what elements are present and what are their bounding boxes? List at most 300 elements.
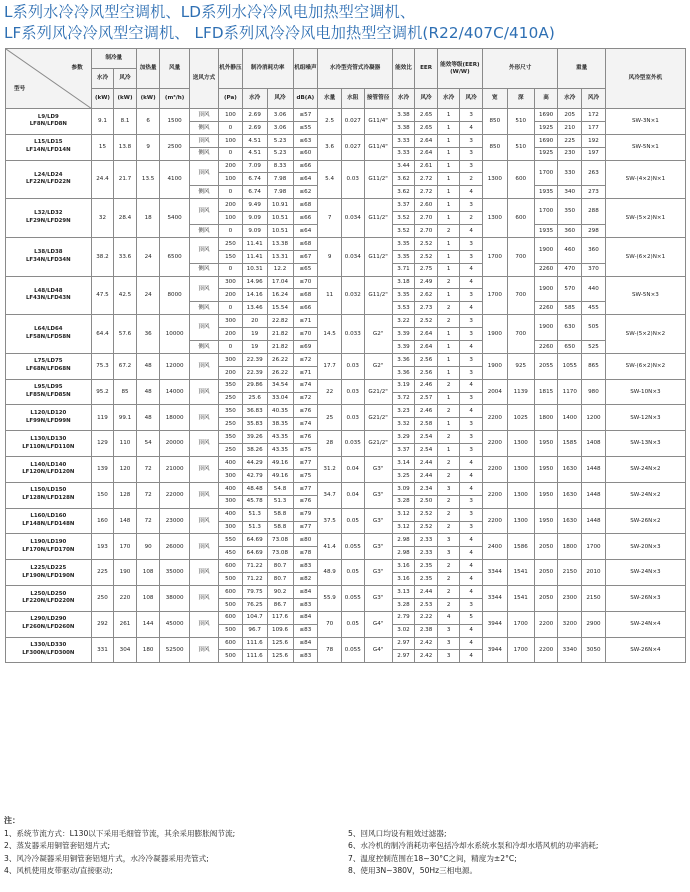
model-air: LF85N/LFD85N: [25, 392, 71, 399]
width-cell: 1300: [482, 199, 507, 238]
cop-water-cell: 3.09: [392, 482, 415, 495]
static-pressure-cell: 0: [219, 263, 243, 276]
table-row: [6, 457, 686, 470]
grade-water-cell: 2: [437, 573, 460, 586]
outdoor-unit-cell: SW-12N×3: [605, 405, 685, 431]
static-pressure-cell: 600: [219, 611, 243, 624]
weight-air-cell: 1700: [582, 534, 606, 560]
power-water-cell: 35.83: [242, 418, 267, 431]
eer-air-cell: 2.60: [415, 199, 438, 212]
model-water: L150/LD150: [30, 487, 67, 494]
power-water-cell: 71.22: [242, 573, 267, 586]
height-cell: 1950: [534, 508, 558, 534]
height-cell: 2260: [534, 263, 558, 276]
static-pressure-cell: 300: [219, 469, 243, 482]
grade-water-cell: 3: [437, 650, 460, 663]
pipe-size-cell: G21/2": [364, 431, 392, 457]
height-cell: 2050: [534, 585, 558, 611]
power-air-cell: 54.8: [267, 482, 293, 495]
power-water-cell: 14.16: [242, 289, 267, 302]
depth-cell: 700: [507, 276, 534, 315]
power-air-cell: 49.16: [267, 469, 293, 482]
airflow-cell: 18000: [160, 405, 189, 431]
power-water-cell: 11.41: [242, 237, 267, 250]
grade-water-cell: 2: [437, 276, 460, 289]
weight-water-cell: 1630: [558, 508, 582, 534]
header-model: 型号: [14, 85, 26, 92]
static-pressure-cell: 0: [219, 186, 243, 199]
model-water: L95/LD95: [34, 384, 63, 391]
weight-water-cell: 210: [558, 121, 582, 134]
water-resist-cell: 0.055: [341, 637, 364, 663]
airflow-cell: 35000: [160, 560, 189, 586]
grade-air-cell: 3: [460, 353, 483, 366]
pipe-size-cell: G4": [364, 611, 392, 637]
model-air: LF29N/LFD29N: [25, 218, 71, 225]
cop-water-cell: 3.33: [392, 147, 415, 160]
grade-water-cell: 1: [437, 444, 460, 457]
depth-cell: 700: [507, 237, 534, 276]
static-pressure-cell: 0: [219, 225, 243, 238]
cop-water-cell: 3.14: [392, 457, 415, 470]
water-flow-cell: 14.5: [318, 315, 342, 354]
power-air-cell: 10.91: [267, 199, 293, 212]
eer-air-cell: 2.46: [415, 405, 438, 418]
cooling-air-cell: 99.1: [114, 405, 137, 431]
noise-cell: ≤70: [293, 276, 318, 289]
grade-water-cell: 3: [437, 482, 460, 495]
power-air-cell: 40.35: [267, 405, 293, 418]
height-cell: 2055: [534, 353, 558, 379]
airflow-cell: 26000: [160, 534, 189, 560]
water-flow-cell: 9: [318, 237, 342, 276]
header-condenser: 水冷型壳管式冷凝器: [318, 49, 392, 89]
noise-cell: ≤75: [293, 444, 318, 457]
header-dims: 外形尺寸: [482, 49, 558, 89]
water-resist-cell: 0.034: [341, 237, 364, 276]
depth-cell: 600: [507, 160, 534, 199]
airflow-cell: 10000: [160, 315, 189, 354]
eer-air-cell: 2.64: [415, 328, 438, 341]
grade-air-cell: 4: [460, 276, 483, 289]
airflow-cell: 12000: [160, 353, 189, 379]
noise-cell: ≤83: [293, 650, 318, 663]
header-grade: 能效等级(EER)(W/W): [437, 49, 482, 89]
eer-air-cell: 2.70: [415, 212, 438, 225]
weight-water-cell: 570: [558, 276, 582, 302]
cooling-air-cell: 28.4: [114, 199, 137, 238]
table-row: [6, 508, 686, 521]
power-air-cell: 16.24: [267, 289, 293, 302]
pipe-size-cell: G11/4": [364, 109, 392, 135]
noise-cell: ≤76: [293, 405, 318, 418]
heating-cell: 144: [136, 611, 160, 637]
water-resist-cell: 0.027: [341, 134, 364, 160]
power-water-cell: 14.96: [242, 276, 267, 289]
weight-air-cell: 2150: [582, 585, 606, 611]
weight-air-cell: 980: [582, 379, 606, 405]
outdoor-unit-cell: SW-3N×1: [605, 109, 685, 135]
height-cell: 1900: [534, 237, 558, 263]
cop-water-cell: 3.12: [392, 521, 415, 534]
power-water-cell: 76.25: [242, 598, 267, 611]
noise-cell: ≤77: [293, 457, 318, 470]
eer-air-cell: 2.35: [415, 573, 438, 586]
width-cell: 2400: [482, 534, 507, 560]
eer-air-cell: 2.61: [415, 160, 438, 173]
airflow-cell: 14000: [160, 379, 189, 405]
header-unit-pa: (Pa): [219, 89, 243, 109]
table-row: [6, 109, 686, 122]
supply-mode-cell: 顶风: [189, 534, 218, 560]
power-air-cell: 10.51: [267, 225, 293, 238]
static-pressure-cell: 0: [219, 302, 243, 315]
model-air: LF43N/LFD43N: [25, 295, 71, 302]
grade-water-cell: 1: [437, 173, 460, 186]
eer-air-cell: 2.64: [415, 147, 438, 160]
supply-mode-cell: 顶风: [189, 585, 218, 611]
weight-air-cell: 263: [582, 160, 606, 186]
airflow-cell: 4100: [160, 160, 189, 199]
outdoor-unit-cell: SW-(5×2)N×2: [605, 315, 685, 354]
header-grade-water: 水冷: [437, 89, 460, 109]
grade-air-cell: 4: [460, 302, 483, 315]
power-air-cell: 7.98: [267, 186, 293, 199]
weight-air-cell: 1408: [582, 431, 606, 457]
pipe-size-cell: G4": [364, 637, 392, 663]
grade-air-cell: 3: [460, 147, 483, 160]
weight-air-cell: 2900: [582, 611, 606, 637]
noise-cell: ≤62: [293, 186, 318, 199]
table-row: [6, 405, 686, 418]
header-params: 参数: [71, 65, 83, 71]
noise-cell: ≤84: [293, 611, 318, 624]
cooling-water-cell: 160: [91, 508, 114, 534]
grade-water-cell: 2: [437, 379, 460, 392]
cooling-air-cell: 8.1: [114, 109, 137, 135]
cooling-air-cell: 220: [114, 585, 137, 611]
cop-water-cell: 3.32: [392, 418, 415, 431]
heating-cell: 108: [136, 560, 160, 586]
grade-water-cell: 2: [437, 560, 460, 573]
water-flow-cell: 25: [318, 405, 342, 431]
noise-cell: ≤64: [293, 225, 318, 238]
header-power-water: 水冷: [242, 89, 267, 109]
eer-air-cell: 2.42: [415, 650, 438, 663]
eer-air-cell: 2.46: [415, 379, 438, 392]
power-water-cell: 4.51: [242, 147, 267, 160]
model-water: L32/LD32: [34, 210, 63, 217]
grade-air-cell: 3: [460, 508, 483, 521]
grade-water-cell: 1: [437, 147, 460, 160]
model-air: LF300N/LFD300N: [22, 649, 75, 656]
noise-cell: ≤68: [293, 199, 318, 212]
height-cell: 1950: [534, 431, 558, 457]
cop-water-cell: 3.29: [392, 431, 415, 444]
weight-air-cell: 865: [582, 353, 606, 379]
header-cop: 能效比: [392, 49, 415, 89]
power-air-cell: 21.82: [267, 328, 293, 341]
model-water: L64/LD64: [34, 326, 63, 333]
model-cell: [6, 276, 92, 315]
power-water-cell: 4.51: [242, 134, 267, 147]
depth-cell: 1700: [507, 611, 534, 637]
cop-water-cell: 2.98: [392, 534, 415, 547]
weight-water-cell: 3340: [558, 637, 582, 663]
cooling-water-cell: 129: [91, 431, 114, 457]
heating-cell: 18: [136, 199, 160, 238]
power-air-cell: 5.23: [267, 147, 293, 160]
cooling-water-cell: 193: [91, 534, 114, 560]
outdoor-unit-cell: SW-26N×3: [605, 585, 685, 611]
grade-water-cell: 1: [437, 237, 460, 250]
eer-air-cell: 2.54: [415, 444, 438, 457]
width-cell: 1300: [482, 160, 507, 199]
header-grade-air: 风冷: [460, 89, 483, 109]
noise-cell: ≤82: [293, 573, 318, 586]
static-pressure-cell: 300: [219, 315, 243, 328]
model-water: L130/LD130: [30, 435, 67, 442]
static-pressure-cell: 300: [219, 521, 243, 534]
weight-water-cell: 340: [558, 186, 582, 199]
power-water-cell: 51.3: [242, 521, 267, 534]
static-pressure-cell: 250: [219, 444, 243, 457]
eer-air-cell: 2.58: [415, 418, 438, 431]
supply-mode-cell: 顶风: [189, 560, 218, 586]
static-pressure-cell: 250: [219, 237, 243, 250]
noise-cell: ≤67: [293, 250, 318, 263]
eer-air-cell: 2.70: [415, 225, 438, 238]
airflow-cell: 5400: [160, 199, 189, 238]
height-cell: 1950: [534, 482, 558, 508]
cop-water-cell: 2.97: [392, 637, 415, 650]
height-cell: 2200: [534, 611, 558, 637]
static-pressure-cell: 200: [219, 289, 243, 302]
grade-air-cell: 3: [460, 250, 483, 263]
cop-water-cell: 3.71: [392, 263, 415, 276]
pipe-size-cell: G11/2": [364, 237, 392, 276]
power-air-cell: 43.35: [267, 431, 293, 444]
grade-water-cell: 1: [437, 366, 460, 379]
cooling-air-cell: 33.6: [114, 237, 137, 276]
pipe-size-cell: G21/2": [364, 379, 392, 405]
grade-water-cell: 1: [437, 341, 460, 354]
notes-heading: 注：: [4, 816, 20, 825]
model-cell: [6, 109, 92, 135]
static-pressure-cell: 200: [219, 328, 243, 341]
supply-mode-cell: 侧风: [189, 121, 218, 134]
power-air-cell: 86.7: [267, 598, 293, 611]
weight-air-cell: 1448: [582, 482, 606, 508]
power-water-cell: 9.09: [242, 212, 267, 225]
weight-air-cell: 505: [582, 315, 606, 341]
supply-mode-cell: 顶风: [189, 508, 218, 534]
note-item: 3、风冷冷凝器采用铜管套铝翅片式，水冷冷凝器采用壳管式;: [4, 853, 209, 863]
grade-water-cell: 2: [437, 315, 460, 328]
cop-water-cell: 3.36: [392, 353, 415, 366]
water-flow-cell: 37.5: [318, 508, 342, 534]
cooling-water-cell: 32: [91, 199, 114, 238]
noise-cell: ≤70: [293, 328, 318, 341]
power-air-cell: 49.16: [267, 457, 293, 470]
grade-air-cell: 4: [460, 457, 483, 470]
table-row: [6, 160, 686, 173]
airflow-cell: 6500: [160, 237, 189, 276]
model-water: L250/LD250: [30, 590, 67, 597]
grade-air-cell: 3: [460, 134, 483, 147]
weight-air-cell: 177: [582, 121, 606, 134]
model-cell: [6, 585, 92, 611]
cop-water-cell: 3.38: [392, 121, 415, 134]
noise-cell: ≤83: [293, 598, 318, 611]
header-eer: EER: [415, 49, 438, 89]
noise-cell: ≤55: [293, 121, 318, 134]
power-air-cell: 7.98: [267, 173, 293, 186]
power-air-cell: 125.6: [267, 650, 293, 663]
pipe-size-cell: G3": [364, 457, 392, 483]
height-cell: 2260: [534, 302, 558, 315]
table-row: [6, 276, 686, 289]
cooling-water-cell: 150: [91, 482, 114, 508]
cooling-water-cell: 95.2: [91, 379, 114, 405]
depth-cell: 1025: [507, 405, 534, 431]
power-water-cell: 2.69: [242, 109, 267, 122]
table-row: [6, 611, 686, 624]
page-title-line-1: L系列水冷冷风型空调机、LD系列水冷冷风电加热型空调机、: [4, 3, 416, 21]
cop-water-cell: 3.13: [392, 585, 415, 598]
airflow-cell: 2500: [160, 134, 189, 160]
cop-water-cell: 3.12: [392, 508, 415, 521]
power-water-cell: 64.69: [242, 534, 267, 547]
power-water-cell: 48.48: [242, 482, 267, 495]
grade-water-cell: 1: [437, 212, 460, 225]
supply-mode-cell: 侧风: [189, 302, 218, 315]
cooling-air-cell: 21.7: [114, 160, 137, 199]
cooling-water-cell: 331: [91, 637, 114, 663]
noise-cell: ≤84: [293, 585, 318, 598]
eer-air-cell: 2.73: [415, 302, 438, 315]
model-air: LF8N/LFD8N: [29, 121, 67, 128]
pipe-size-cell: G11/4": [364, 134, 392, 160]
cooling-air-cell: 42.5: [114, 276, 137, 315]
header-weight-water: 水冷: [558, 89, 582, 109]
static-pressure-cell: 100: [219, 173, 243, 186]
power-air-cell: 13.38: [267, 237, 293, 250]
cop-water-cell: 3.39: [392, 328, 415, 341]
static-pressure-cell: 250: [219, 392, 243, 405]
header-unit-kw-2: (kW): [114, 89, 137, 109]
model-air: LF148N/LFD148N: [22, 521, 75, 527]
grade-air-cell: 5: [460, 611, 483, 624]
height-cell: 1690: [534, 109, 558, 122]
water-flow-cell: 11: [318, 276, 342, 315]
noise-cell: ≤71: [293, 315, 318, 328]
noise-cell: ≤84: [293, 637, 318, 650]
grade-water-cell: 1: [437, 263, 460, 276]
outdoor-unit-cell: SW-20N×3: [605, 534, 685, 560]
height-cell: 1815: [534, 379, 558, 405]
heating-cell: 72: [136, 508, 160, 534]
static-pressure-cell: 600: [219, 637, 243, 650]
cooling-water-cell: 139: [91, 457, 114, 483]
supply-mode-cell: 侧风: [189, 341, 218, 354]
supply-mode-cell: 侧风: [189, 263, 218, 276]
noise-cell: ≤75: [293, 469, 318, 482]
model-air: LF68N/LFD68N: [25, 366, 71, 373]
depth-cell: 925: [507, 353, 534, 379]
weight-water-cell: 360: [558, 225, 582, 238]
cooling-air-cell: 304: [114, 637, 137, 663]
power-water-cell: 96.7: [242, 624, 267, 637]
model-water: L160/LD160: [30, 513, 67, 520]
model-cell: [6, 560, 92, 586]
header-height: 高: [534, 89, 558, 109]
weight-water-cell: 3200: [558, 611, 582, 637]
model-cell: [6, 508, 92, 534]
grade-water-cell: 2: [437, 405, 460, 418]
pipe-size-cell: G3": [364, 560, 392, 586]
supply-mode-cell: 顶风: [189, 405, 218, 431]
noise-cell: ≤80: [293, 534, 318, 547]
model-cell: [6, 534, 92, 560]
water-resist-cell: 0.05: [341, 560, 364, 586]
grade-water-cell: 1: [437, 328, 460, 341]
power-air-cell: 3.06: [267, 121, 293, 134]
eer-air-cell: 2.56: [415, 366, 438, 379]
grade-air-cell: 4: [460, 637, 483, 650]
model-water: L9/LD9: [37, 113, 59, 120]
model-cell: [6, 134, 92, 160]
supply-mode-cell: 侧风: [189, 147, 218, 160]
water-flow-cell: 55.9: [318, 585, 342, 611]
cop-water-cell: 3.52: [392, 225, 415, 238]
outdoor-unit-cell: SW-24N×2: [605, 457, 685, 483]
power-water-cell: 38.26: [242, 444, 267, 457]
weight-water-cell: 630: [558, 315, 582, 341]
grade-water-cell: 2: [437, 225, 460, 238]
pipe-size-cell: G3": [364, 508, 392, 534]
weight-water-cell: 330: [558, 160, 582, 186]
table-row: [6, 431, 686, 444]
water-flow-cell: 78: [318, 637, 342, 663]
model-air: LF22N/LFD22N: [25, 179, 71, 186]
grade-air-cell: 4: [460, 405, 483, 418]
grade-air-cell: 3: [460, 431, 483, 444]
table-row: [6, 534, 686, 547]
grade-air-cell: 3: [460, 444, 483, 457]
power-water-cell: 19: [242, 328, 267, 341]
eer-air-cell: 2.50: [415, 495, 438, 508]
weight-water-cell: 1585: [558, 431, 582, 457]
cop-water-cell: 3.28: [392, 495, 415, 508]
grade-air-cell: 3: [460, 160, 483, 173]
grade-air-cell: 4: [460, 624, 483, 637]
airflow-cell: 23000: [160, 508, 189, 534]
eer-air-cell: 2.52: [415, 237, 438, 250]
model-cell: [6, 431, 92, 457]
static-pressure-cell: 300: [219, 495, 243, 508]
grade-water-cell: 1: [437, 250, 460, 263]
table-row: [6, 637, 686, 650]
header-cooling: 制冷量: [91, 49, 136, 69]
power-air-cell: 33.04: [267, 392, 293, 405]
cop-water-cell: 3.62: [392, 173, 415, 186]
cop-water-cell: 3.28: [392, 598, 415, 611]
supply-mode-cell: 顶风: [189, 431, 218, 457]
depth-cell: 1300: [507, 457, 534, 483]
eer-air-cell: 2.75: [415, 263, 438, 276]
cooling-water-cell: 75.3: [91, 353, 114, 379]
